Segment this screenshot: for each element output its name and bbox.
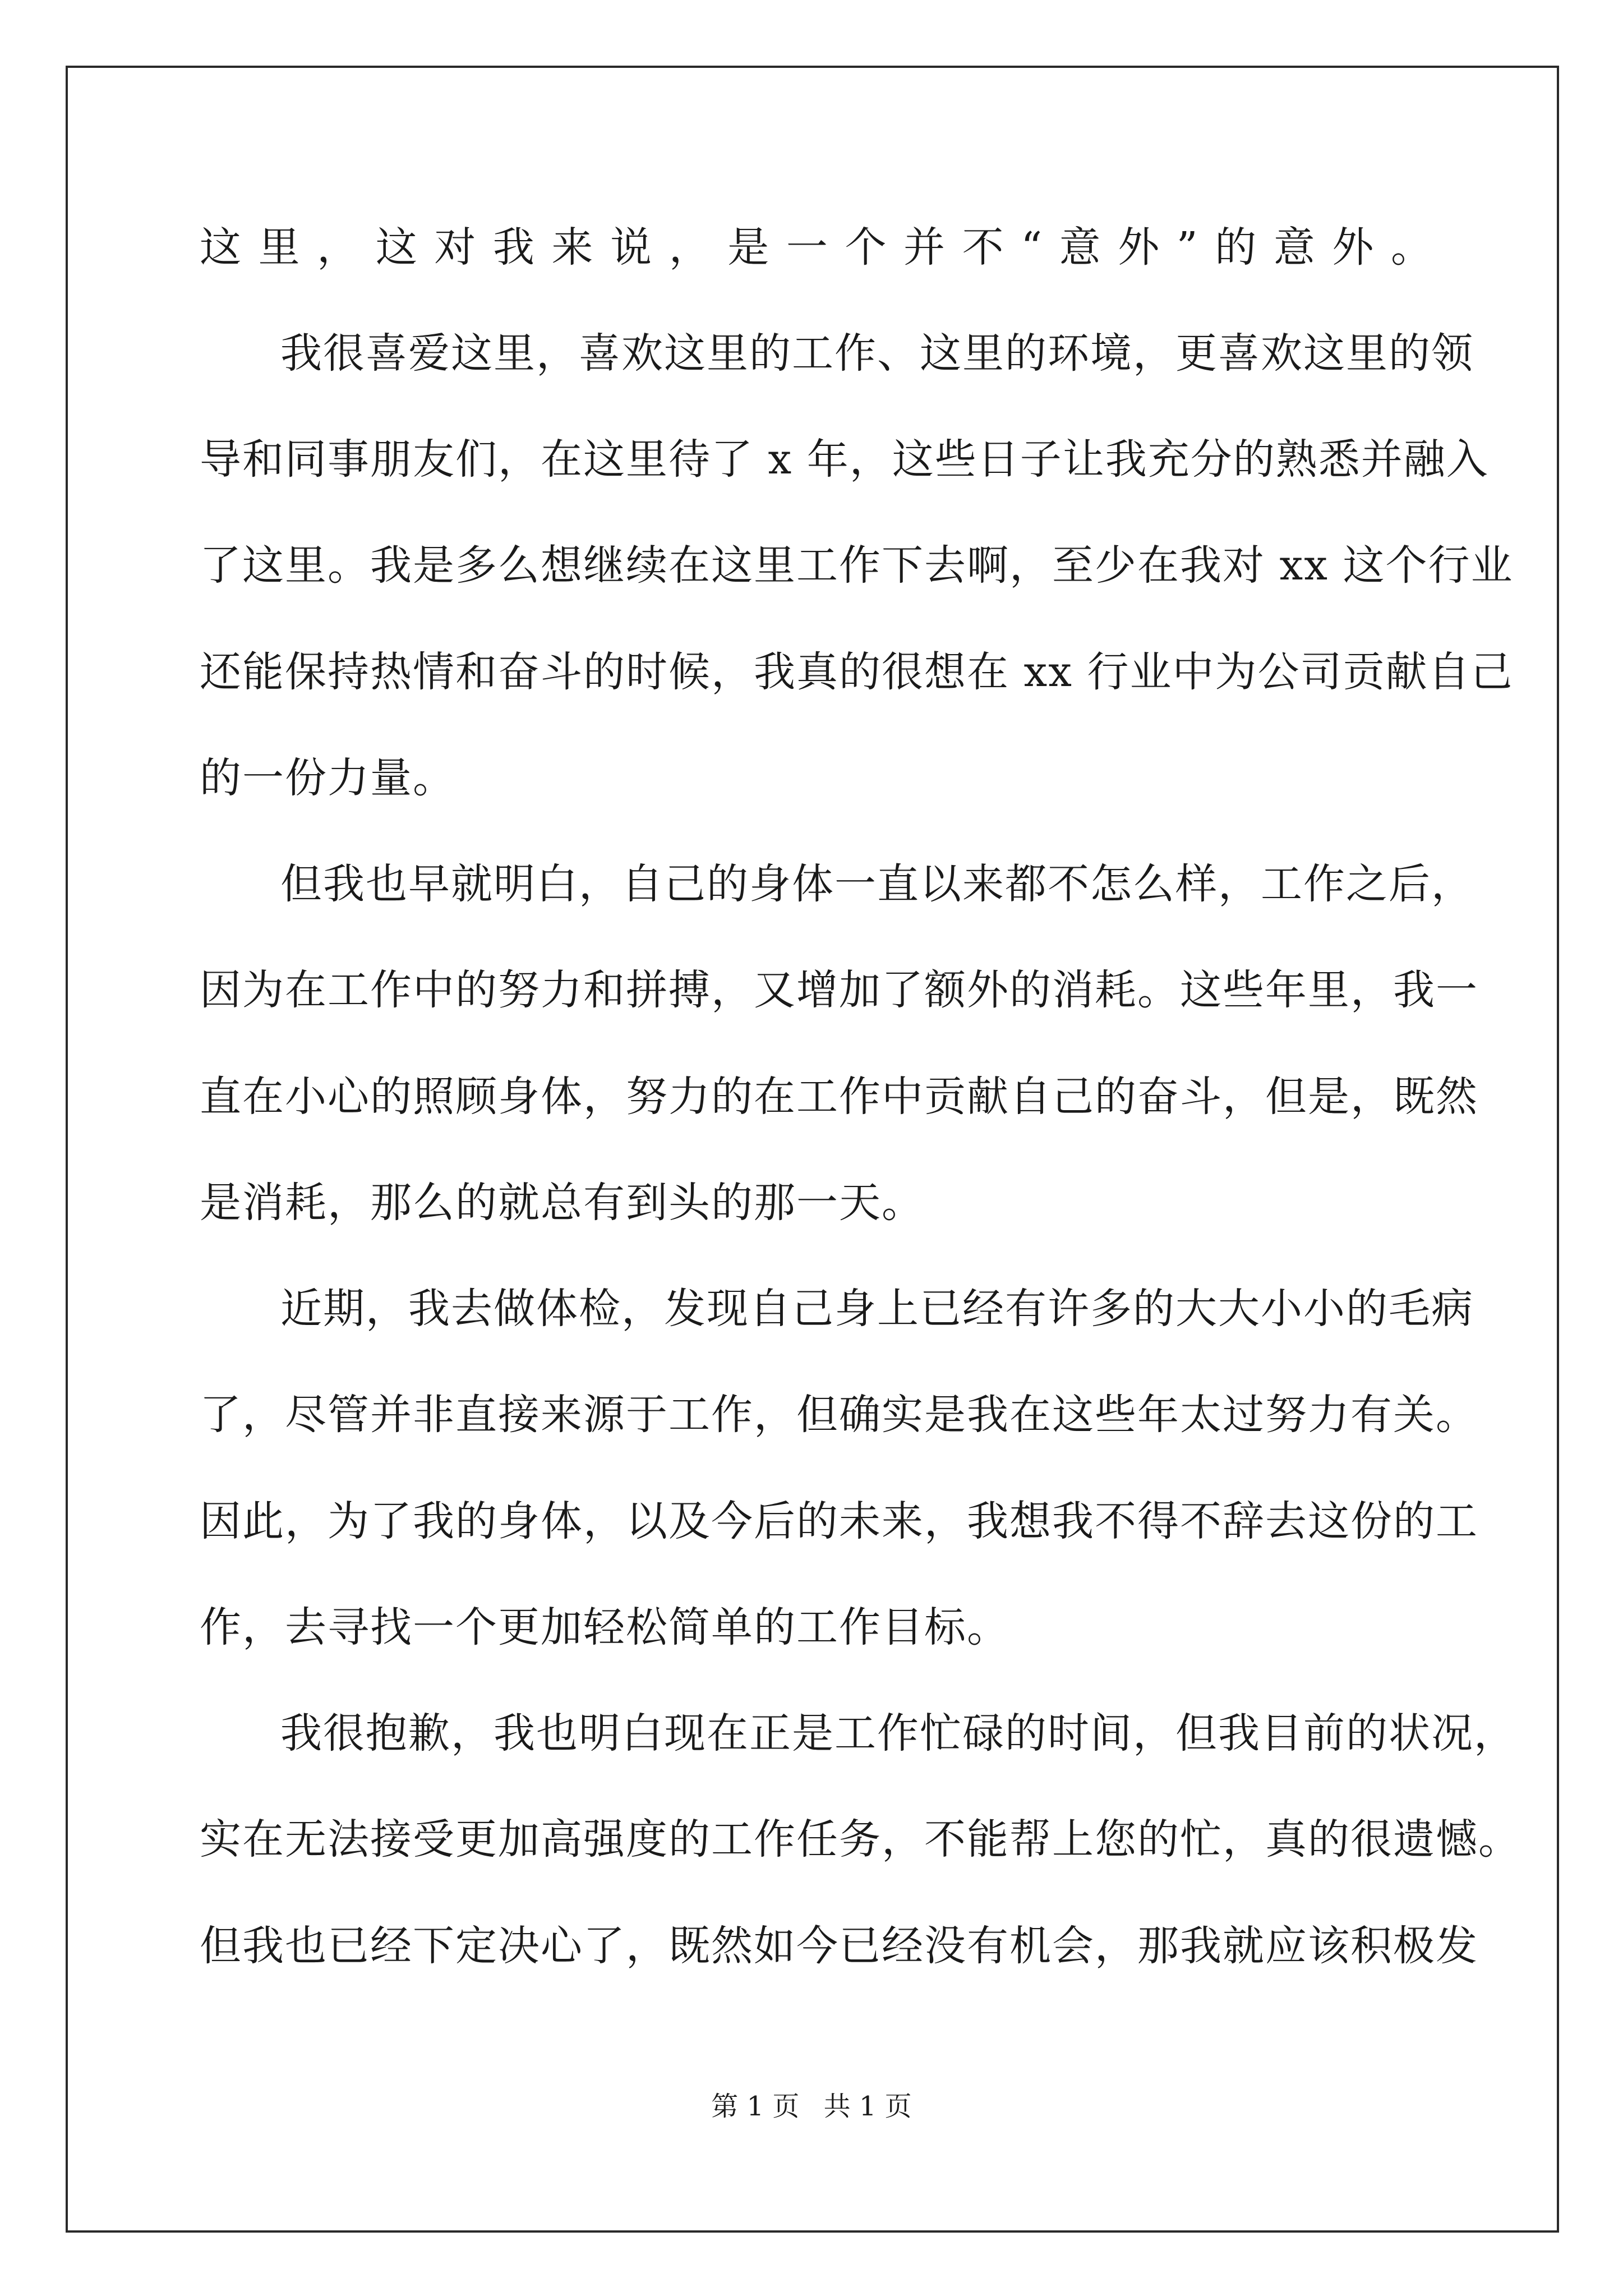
text-line: 我很喜爱这里，喜欢这里的工作、这里的环境，更喜欢这里的领 [280, 329, 1474, 378]
text-line: 作，去寻找一个更加轻松简单的工作目标。 [200, 1603, 1009, 1651]
text-line: 因此，为了我的身体，以及今后的未来，我想我不得不辞去这份的工 [200, 1497, 1478, 1545]
text-line: 这里，这对我来说，是一个并不“意外”的意外。 [200, 223, 1433, 272]
text-line: 因为在工作中的努力和拼搏，又增加了额外的消耗。这些年里，我一 [200, 966, 1478, 1014]
text-line: 是消耗，那么的就总有到头的那一天。 [200, 1179, 924, 1227]
text-line: 了这里。我是多么想继续在这里工作下去啊，至少在我对 xx 这个行业 [200, 541, 1514, 590]
text-line: 直在小心的照顾身体，努力的在工作中贡献自己的奋斗，但是，既然 [200, 1073, 1478, 1121]
text-line: 导和同事朋友们，在这里待了 x 年，这些日子让我充分的熟悉并融入 [200, 435, 1489, 484]
text-line: 还能保持热情和奋斗的时候，我真的很想在 xx 行业中为公司贡献自己 [200, 648, 1514, 696]
text-line: 了，尽管并非直接来源于工作，但确实是我在这些年太过努力有关。 [200, 1391, 1478, 1439]
page-footer [0, 2087, 1623, 2126]
text-line: 近期，我去做体检，发现自己身上已经有许多的大大小小的毛病 [280, 1285, 1474, 1333]
text-line: 但我也早就明白，自己的身体一直以来都不怎么样，工作之后， [280, 860, 1474, 908]
page-total: 共 1 页 [823, 2091, 912, 2122]
page-number: 第 1 页 [711, 2091, 800, 2122]
page-border [66, 66, 1559, 2233]
text-line: 我很抱歉，我也明白现在正是工作忙碌的时间，但我目前的状况， [280, 1709, 1516, 1757]
text-line: 的一份力量。 [200, 754, 455, 802]
text-line: 实在无法接受更加高强度的工作任务，不能帮上您的忙，真的很遗憾。 [200, 1815, 1521, 1864]
text-line: 但我也已经下定决心了，既然如今已经没有机会，那我就应该积极发 [200, 1922, 1478, 1970]
